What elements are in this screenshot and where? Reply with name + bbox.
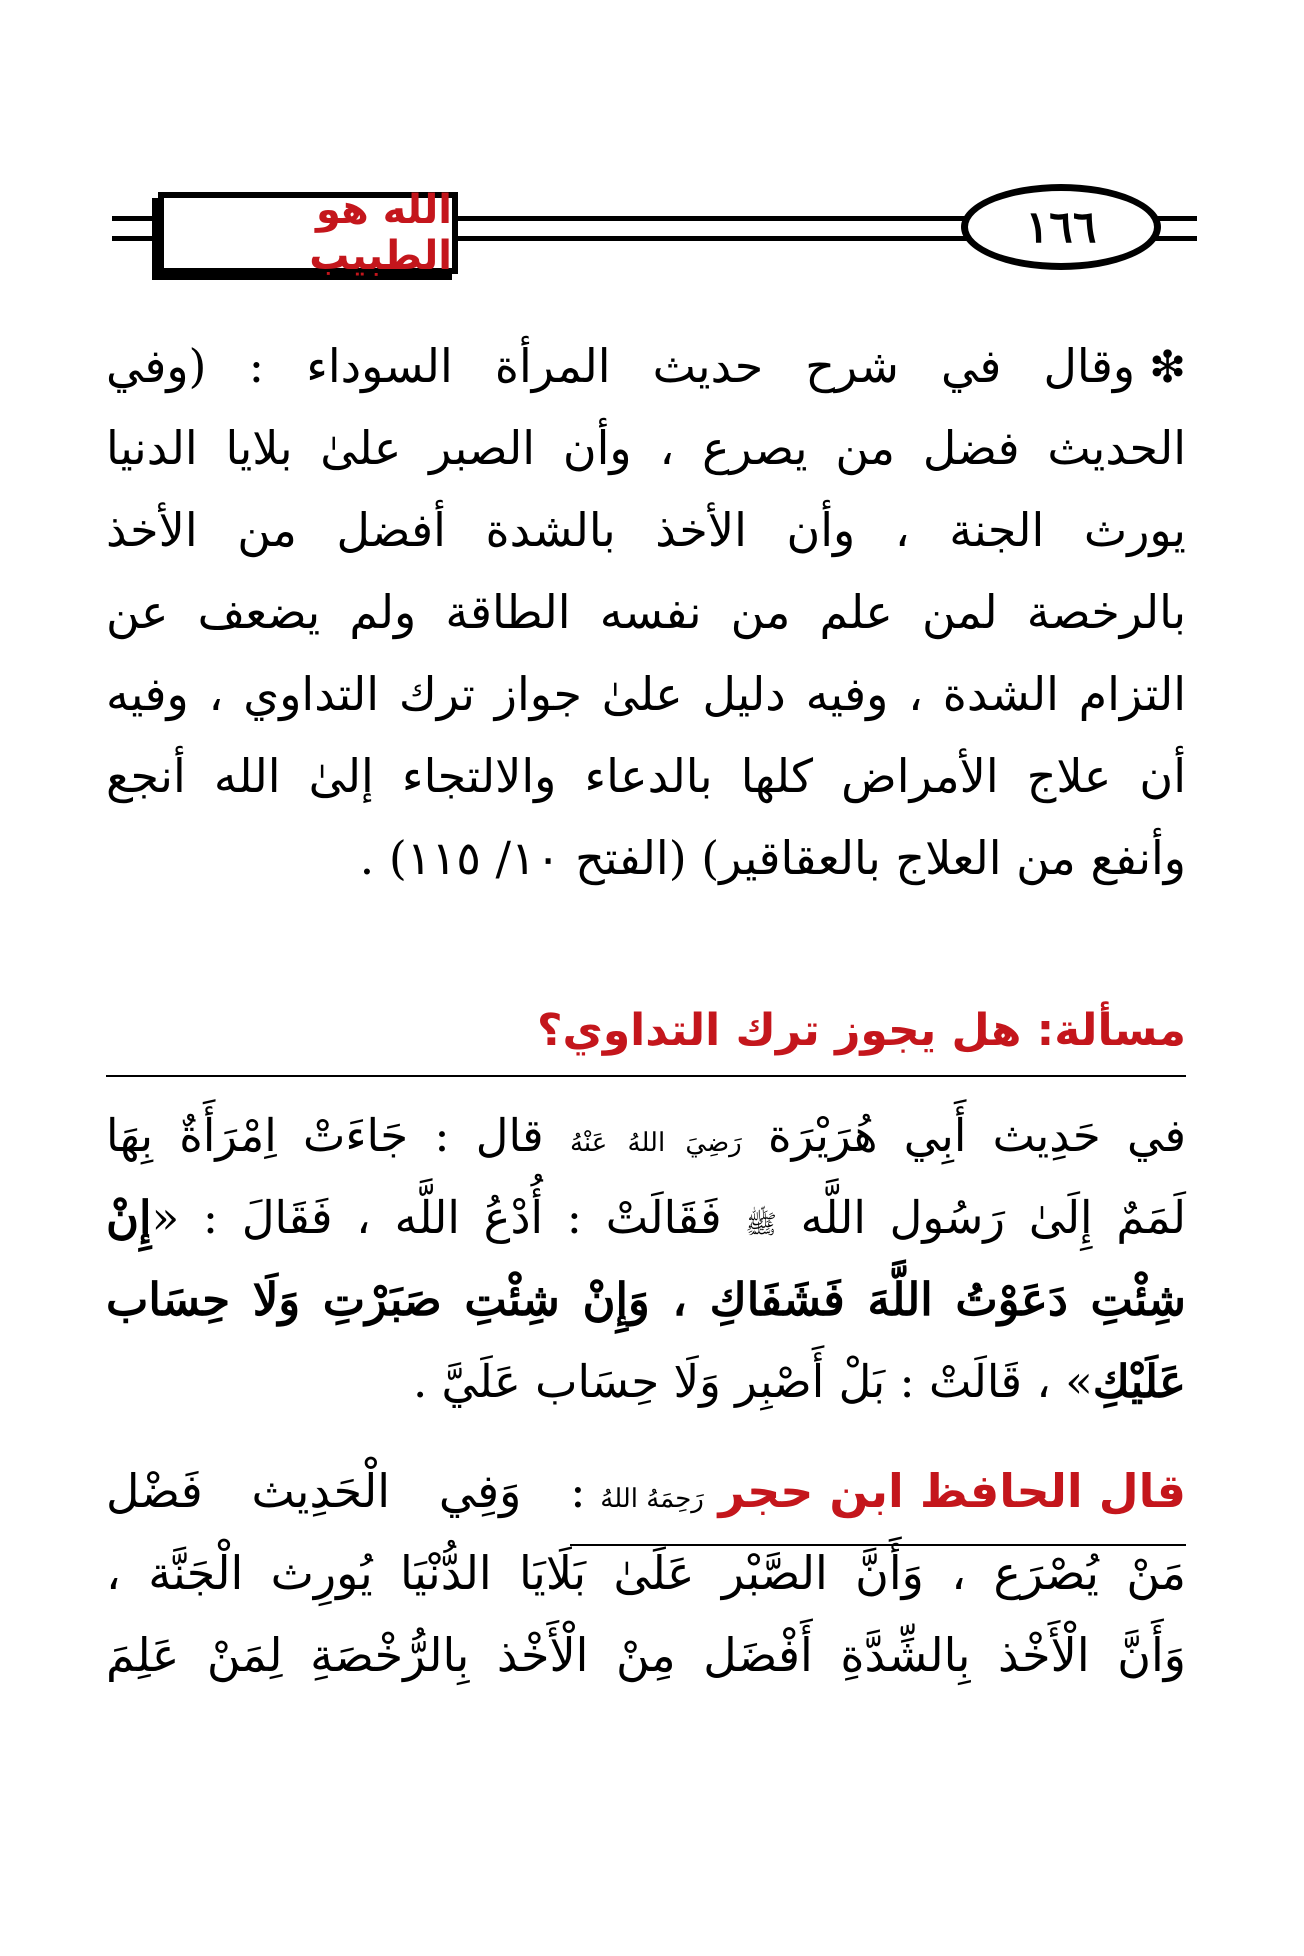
section-heading: مسألة: هل يجوز ترك التداوي؟	[536, 1005, 1186, 1056]
text-line: يورث الجنة ، وأن الأخذ بالشدة أفضل من الأخذ	[106, 503, 1186, 557]
section-divider	[106, 1075, 1186, 1077]
honorific: ﷺ	[745, 1210, 777, 1240]
page-header	[112, 182, 1197, 290]
text-line: لَمَمٌ إِلَىٰ رَسُول اللَّه ﷺ فَقَالَتْ : أُدْعُ اللَّه ، فَقَالَ : «إِنْ	[106, 1191, 1187, 1244]
page-number: ١٦٦	[1025, 201, 1097, 253]
honorific: رَحِمَهُ اللهُ	[600, 1484, 704, 1514]
text-line: الحديث فضل من يصرع ، وأن الصبر علىٰ بلايا الدنيا	[106, 421, 1186, 475]
text-line: بالرخصة لمن علم من نفسه الطاقة ولم يضعف عن	[106, 585, 1186, 639]
honorific: رَضِيَ اللهُ عَنْهُ	[569, 1128, 742, 1158]
text-line: شِئْتِ دَعَوْتُ اللَّهَ فَشَفَاكِ ، وَإِنْ شِئْتِ صَبَرْتِ وَلَا حِسَاب	[106, 1273, 1186, 1326]
text-line: في حَدِيث أَبِي هُرَيْرَة رَضِيَ اللهُ عَنْهُ قال : جَاءَتْ اِمْرَأَةٌ بِهَا	[106, 1109, 1187, 1162]
paragraph-ibn-hajar	[106, 1450, 1186, 1696]
text-line: قال الحافظ ابن حجر رَحِمَهُ اللهُ : وَفِي الْحَدِيث فَضْل	[106, 1450, 1186, 1532]
text-line: ❇وقال في شرح حديث المرأة السوداء : (وفي	[106, 339, 1186, 393]
bullet-star-icon: ❇	[1149, 342, 1186, 393]
paragraph-quote-fath	[106, 325, 1186, 899]
text-line: وَأَنَّ الْأَخْذ بِالشِّدَّةِ أَفْضَل مِنْ الْأَخْذ بِالرُّخْصَةِ لِمَنْ عَلِمَ	[106, 1628, 1186, 1682]
text-line: عَلَيْكِ» ، قَالَتْ : بَلْ أَصْبِر وَلَا حِسَاب عَلَيَّ .	[412, 1355, 1186, 1408]
book-title: الله هو الطبيب	[309, 187, 452, 279]
text-line: وأنفع من العلاج بالعقاقير) (الفتح ١٠/ ١١٥) .	[359, 831, 1186, 885]
text-line: التزام الشدة ، وفيه دليل علىٰ جواز ترك التداوي ، وفيه	[106, 667, 1186, 721]
quote-attribution: قال الحافظ ابن حجر رَحِمَهُ اللهُ :	[570, 1450, 1186, 1546]
paragraph-hadith	[106, 1095, 1186, 1423]
page-number-badge	[961, 184, 1161, 270]
book-title-box	[158, 187, 458, 279]
text-line: مَنْ يُصْرَع ، وَأَنَّ الصَّبْر عَلَىٰ بَلَايَا الدُّنْيَا يُورِث الْجَنَّة ،	[106, 1546, 1186, 1600]
text-line: أن علاج الأمراض كلها بالدعاء والالتجاء إلىٰ الله أنجع	[106, 749, 1186, 803]
